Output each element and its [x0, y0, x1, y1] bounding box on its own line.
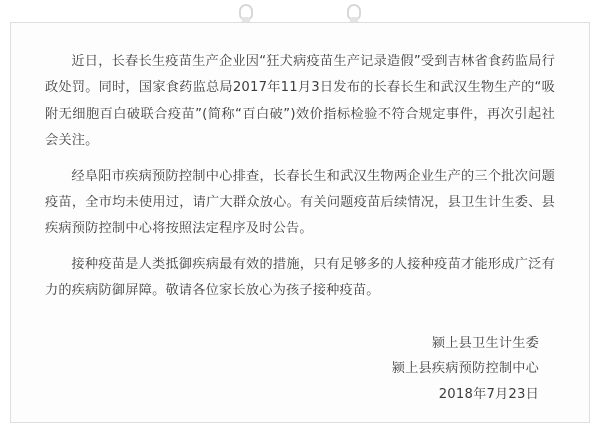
paragraph-1: 近日，长春长生疫苗生产企业因“狂犬病疫苗生产记录造假”受到吉林省食药监局行政处罚。同时，国家食药监总局2017年11月3日发布的长春长生和武汉生物生产的“吸附无细胞百白破联合疫苗”(简称“百白破”)效价指标检验不符合规定事件，再次引起社会关注。: [45, 54, 555, 149]
signature-date: 2018年7月23日: [438, 387, 539, 403]
document-body: [10, 22, 590, 423]
signature-block: [45, 331, 555, 408]
paragraph-3: 接种疫苗是人类抵御疾病最有效的措施，只有足够多的人接种疫苗才能形成广泛有力的疾病防御屏障。敬请各位家长放心为孩子接种疫苗。: [45, 256, 555, 299]
signature-issuer-secondary: 颍上县疾病预防控制中心: [391, 361, 539, 377]
signature-issuer-primary: 颍上县卫生计生委: [431, 335, 539, 351]
paragraph-2: 经阜阳市疾病预防控制中心排查，长春长生和武汉生物两企业生产的三个批次问题疫苗，全市均未使用过，请广大群众放心。有关问题疫苗后续情况，县卫生计生委、县疾病预防控制中心将按照法定程序及时公告。: [45, 168, 555, 237]
